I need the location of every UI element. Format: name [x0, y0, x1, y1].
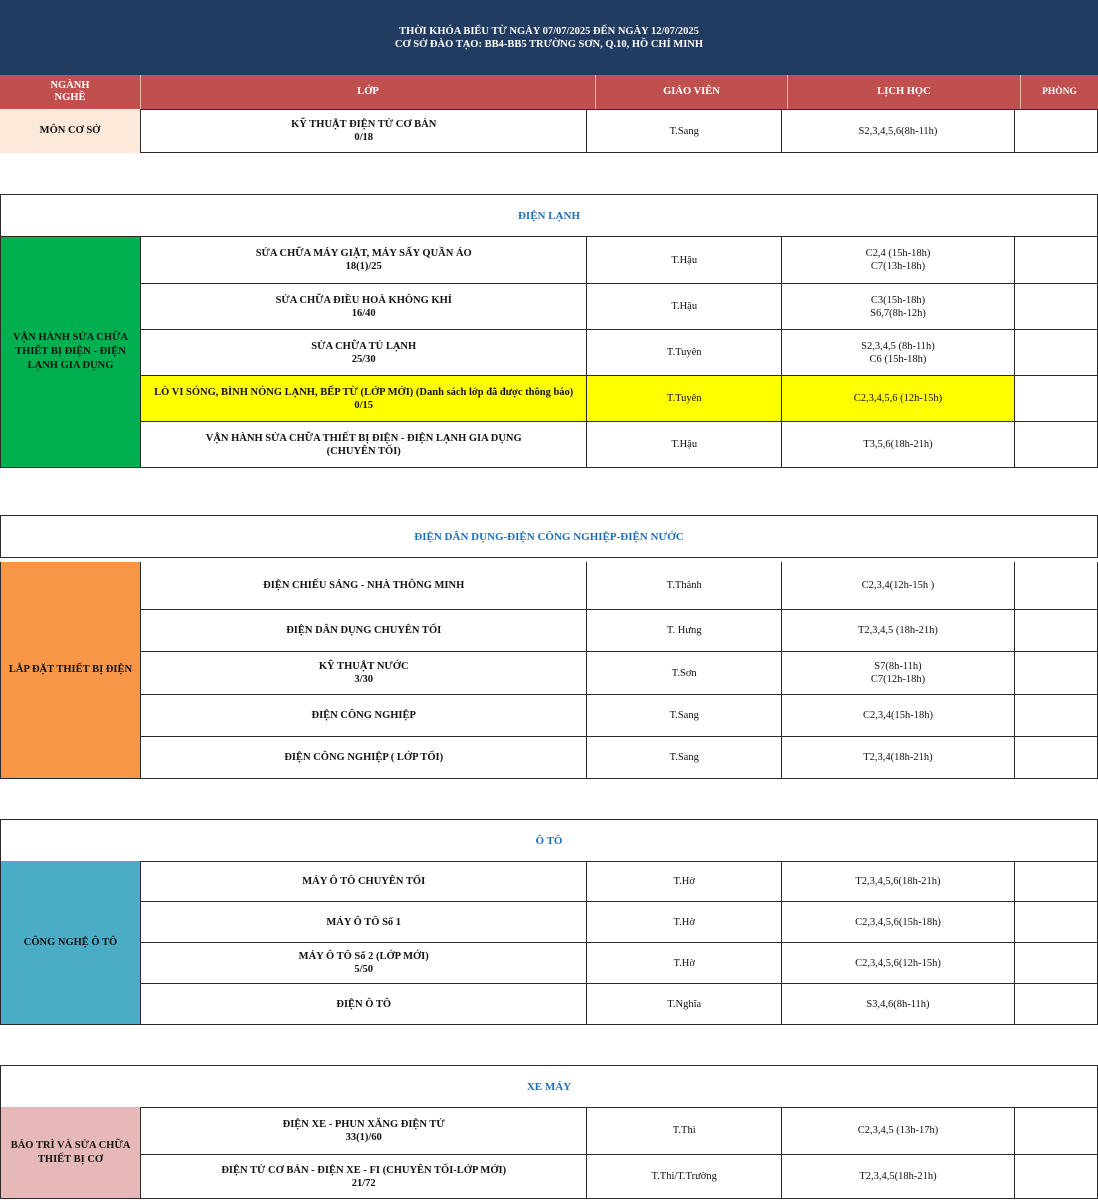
- schedule-cell: [782, 1155, 1015, 1199]
- schedule-cell: [782, 737, 1015, 779]
- class-name-cell: [140, 737, 587, 779]
- nganh-cell-dien-dan-dung: LẮP ĐẶT THIẾT BỊ ĐIỆN: [0, 562, 141, 779]
- class-name: LÒ VI SÓNG, BÌNH NÓNG LẠNH, BẾP TỪ (LỚP MỚI) (Danh sách lớp đã được thông báo): [154, 386, 574, 398]
- teacher-cell: [587, 902, 782, 943]
- header-lop: LỚP: [141, 75, 596, 109]
- header-nganh-line2: NGHỀ: [54, 92, 86, 103]
- teacher-cell: [587, 737, 782, 779]
- header-phong: PHÒNG: [1021, 75, 1098, 109]
- class-name-cell: [140, 902, 587, 943]
- teacher-name: T.Hờ: [673, 875, 695, 887]
- table-row: [140, 376, 1098, 422]
- header-lich-hoc: LỊCH HỌC: [788, 75, 1021, 109]
- class-name: ĐIỆN CÔNG NGHIỆP: [311, 710, 416, 721]
- teacher-cell: [587, 861, 782, 902]
- class-enrollment: 0/18: [354, 132, 374, 143]
- class-enrollment: 21/72: [351, 1177, 376, 1189]
- schedule-line-2: C6 (15h-18h): [869, 353, 927, 365]
- teacher-cell: [587, 284, 782, 330]
- room-cell: [1015, 109, 1098, 153]
- teacher-name: T.Thì: [672, 1125, 696, 1136]
- schedule-cell: [782, 943, 1015, 984]
- banner-title: THỜI KHÓA BIỂU TỪ NGÀY 07/07/2025 ĐẾN NGÀY 12/07/2025: [399, 25, 699, 37]
- class-name-cell: [140, 562, 587, 610]
- class-name-cell: [140, 1107, 587, 1155]
- schedule-cell: [782, 610, 1015, 652]
- table-row: [140, 422, 1098, 468]
- schedule-line-2: S6,7(8h-12h): [870, 307, 926, 319]
- class-enrollment: (CHUYÊN TỐI): [326, 445, 401, 457]
- schedule-cell: [782, 284, 1015, 330]
- table-row: [140, 984, 1098, 1025]
- teacher-cell: [587, 695, 782, 737]
- class-enrollment: 25/30: [351, 353, 376, 365]
- teacher-name: T.Thành: [666, 580, 702, 591]
- class-name-cell: [140, 376, 587, 422]
- class-name-cell: [140, 610, 587, 652]
- room-cell: [1015, 984, 1098, 1025]
- section-title-dien-dan-dung: ĐIỆN DÂN DỤNG-ĐIỆN CÔNG NGHIỆP-ĐIỆN NƯỚC: [0, 515, 1098, 558]
- room-cell: [1015, 737, 1098, 779]
- schedule-line: S7(8h-11h): [874, 661, 922, 672]
- schedule-cell: [782, 237, 1015, 284]
- room-cell: [1015, 1155, 1098, 1199]
- class-name: ĐIỆN XE - PHUN XĂNG ĐIỆN TỬ: [282, 1118, 445, 1130]
- table-row: [140, 737, 1098, 779]
- room-cell: [1015, 652, 1098, 695]
- section-title-dien-lanh: ĐIỆN LẠNH: [0, 194, 1098, 237]
- teacher-cell: [587, 237, 782, 284]
- schedule-cell: [782, 376, 1015, 422]
- nganh-cell-dien-lanh: VẬN HÀNH SỬA CHỮA THIẾT BỊ ĐIỆN - ĐIỆN LẠNH GIA DỤNG: [0, 237, 141, 468]
- class-name-cell: [140, 695, 587, 737]
- teacher-name: T.Tuyên: [666, 347, 702, 358]
- class-name-cell: [140, 237, 587, 284]
- room-cell: [1015, 610, 1098, 652]
- class-name: VẬN HÀNH SỬA CHỮA THIẾT BỊ ĐIỆN - ĐIỆN LẠNH GIA DỤNG: [205, 432, 522, 444]
- nganh-cell-o-to: CÔNG NGHỆ Ô TÔ: [0, 861, 141, 1025]
- schedule-cell: [782, 695, 1015, 737]
- table-row: [140, 652, 1098, 695]
- teacher-name: T.Sang: [669, 125, 699, 137]
- schedule-cell: [782, 109, 1015, 153]
- class-name: SỬA CHỮA ĐIỀU HOÀ KHÔNG KHÍ: [275, 294, 452, 306]
- nganh-cell-xe-may: BẢO TRÌ VÀ SỬA CHỮA THIẾT BỊ CƠ: [0, 1107, 141, 1199]
- schedule-cell: [782, 562, 1015, 610]
- schedule-cell: [782, 330, 1015, 376]
- class-name: ĐIỆN CHIẾU SÁNG - NHÀ THÔNG MINH: [263, 580, 465, 591]
- table-row: [140, 562, 1098, 610]
- banner-campus: CƠ SỞ ĐÀO TẠO: BB4-BB5 TRƯỜNG SƠN, Q.10, HỒ CHÍ MINH: [394, 38, 704, 50]
- room-cell: [1015, 943, 1098, 984]
- table-row: [140, 109, 1098, 153]
- table-row: [140, 1107, 1098, 1155]
- class-name-cell: [140, 943, 587, 984]
- header-giao-vien: GIÁO VIÊN: [596, 75, 788, 109]
- class-name: KỸ THUẬT ĐIỆN TỬ CƠ BẢN: [291, 119, 437, 130]
- teacher-name: T.Sang: [669, 752, 699, 763]
- teacher-cell: [587, 422, 782, 468]
- schedule-line-2: C7(13h-18h): [870, 261, 926, 272]
- class-name: ĐIỆN Ô TÔ: [336, 998, 392, 1010]
- class-name: MÁY Ô TÔ Số 2 (LỚP MỚI): [298, 951, 429, 962]
- room-cell: [1015, 695, 1098, 737]
- teacher-name: T.Nghĩa: [667, 998, 702, 1010]
- schedule-line: S3,4,6(8h-11h): [866, 998, 930, 1010]
- nganh-cell-mon-co-so: MÔN CƠ SỞ: [0, 109, 141, 153]
- teacher-cell: [587, 943, 782, 984]
- teacher-cell: [587, 562, 782, 610]
- schedule-line: C2,3,4,5,6 (12h-15h): [853, 393, 943, 404]
- table-row: [140, 237, 1098, 284]
- class-name: MÁY Ô TÔ Số 1: [326, 916, 402, 928]
- class-name-cell: [140, 861, 587, 902]
- header-nganh: [0, 75, 141, 109]
- room-cell: [1015, 902, 1098, 943]
- class-name: SỬA CHỮA MÁY GIẶT, MÁY SẤY QUẦN ÁO: [255, 248, 472, 259]
- schedule-line: C3(15h-18h): [870, 294, 926, 306]
- class-enrollment: 5/50: [354, 964, 374, 975]
- schedule-line: T2,3,4(18h-21h): [863, 752, 933, 763]
- table-row: [140, 1155, 1098, 1199]
- class-enrollment: 0/15: [354, 399, 374, 411]
- schedule-line: T3,5,6(18h-21h): [863, 439, 933, 450]
- class-enrollment: 3/30: [354, 674, 374, 685]
- schedule-cell: [782, 1107, 1015, 1155]
- schedule-line: T2,3,4,5(18h-21h): [859, 1171, 937, 1182]
- class-name: ĐIỆN DÂN DỤNG CHUYÊN TỐI: [286, 625, 442, 636]
- room-cell: [1015, 1107, 1098, 1155]
- class-name-cell: [140, 284, 587, 330]
- room-cell: [1015, 376, 1098, 422]
- teacher-name: T.Sang: [669, 710, 699, 721]
- schedule-banner: [0, 0, 1098, 75]
- schedule-line: T2,3,4,5,6(18h-21h): [855, 875, 941, 887]
- table-row: [140, 330, 1098, 376]
- class-name: MÁY Ô TÔ CHUYÊN TỐI: [302, 875, 426, 887]
- schedule-cell: [782, 902, 1015, 943]
- teacher-name: T.Hậu: [671, 254, 698, 266]
- class-name-cell: [140, 109, 587, 153]
- header-nganh-line1: NGÀNH: [50, 80, 90, 91]
- room-cell: [1015, 237, 1098, 284]
- room-cell: [1015, 422, 1098, 468]
- schedule-line-2: C7(12h-18h): [870, 674, 926, 685]
- class-name: KỸ THUẬT NƯỚC: [318, 661, 409, 672]
- schedule-line: C2,3,4(12h-15h ): [861, 580, 935, 591]
- schedule-line: S2,3,4,5 (8h-11h): [861, 340, 935, 352]
- table-row: [140, 695, 1098, 737]
- class-name: ĐIỆN CÔNG NGHIỆP ( LỚP TỐI): [284, 752, 444, 763]
- table-row: [140, 284, 1098, 330]
- section-title-xe-may: XE MÁY: [0, 1065, 1098, 1108]
- section-title-o-to: Ô TÔ: [0, 819, 1098, 862]
- schedule-line: S2,3,4,5,6(8h-11h): [858, 125, 938, 137]
- teacher-cell: [587, 984, 782, 1025]
- schedule-cell: [782, 861, 1015, 902]
- class-enrollment: 33(1)/60: [345, 1131, 382, 1143]
- class-name: ĐIỆN TỬ CƠ BẢN - ĐIỆN XE - FI (CHUYÊN TỐI-LỚP MỚI): [221, 1164, 507, 1176]
- schedule-line: T2,3,4,5 (18h-21h): [858, 625, 938, 636]
- schedule-cell: [782, 422, 1015, 468]
- schedule-line: C2,4 (15h-18h): [865, 248, 931, 259]
- class-name-cell: [140, 652, 587, 695]
- class-name-cell: [140, 422, 587, 468]
- teacher-cell: [587, 652, 782, 695]
- teacher-name: T.Hậu: [671, 439, 698, 450]
- teacher-name: T.Thì/T.Trường: [651, 1171, 717, 1182]
- teacher-cell: [587, 109, 782, 153]
- schedule-cell: [782, 652, 1015, 695]
- room-cell: [1015, 861, 1098, 902]
- teacher-cell: [587, 376, 782, 422]
- table-row: [140, 861, 1098, 902]
- class-enrollment: 18(1)/25: [345, 261, 382, 272]
- teacher-cell: [587, 1107, 782, 1155]
- room-cell: [1015, 330, 1098, 376]
- table-row: [140, 610, 1098, 652]
- schedule-line: C2,3,4,5,6(12h-15h): [855, 957, 941, 969]
- teacher-name: T.Hờ: [673, 957, 695, 969]
- schedule-line: C2,3,4(15h-18h): [862, 710, 933, 721]
- room-cell: [1015, 284, 1098, 330]
- teacher-name: T. Hưng: [666, 625, 702, 636]
- class-name-cell: [140, 984, 587, 1025]
- table-row: [140, 902, 1098, 943]
- schedule-line: C2,3,4,5 (13h-17h): [857, 1125, 939, 1136]
- class-name-cell: [140, 330, 587, 376]
- class-enrollment: 16/40: [351, 307, 376, 319]
- class-name-cell: [140, 1155, 587, 1199]
- teacher-name: T.Hờ: [673, 916, 695, 928]
- teacher-name: T.Hậu: [671, 301, 698, 312]
- table-row: [140, 943, 1098, 984]
- teacher-name: T.Sơn: [671, 667, 697, 679]
- schedule-line: C2,3,4,5,6(15h-18h): [855, 916, 941, 928]
- class-name: SỬA CHỮA TỦ LẠNH: [311, 340, 417, 352]
- teacher-cell: [587, 610, 782, 652]
- room-cell: [1015, 562, 1098, 610]
- teacher-cell: [587, 330, 782, 376]
- teacher-name: T.Tuyên: [666, 393, 702, 404]
- schedule-cell: [782, 984, 1015, 1025]
- teacher-cell: [587, 1155, 782, 1199]
